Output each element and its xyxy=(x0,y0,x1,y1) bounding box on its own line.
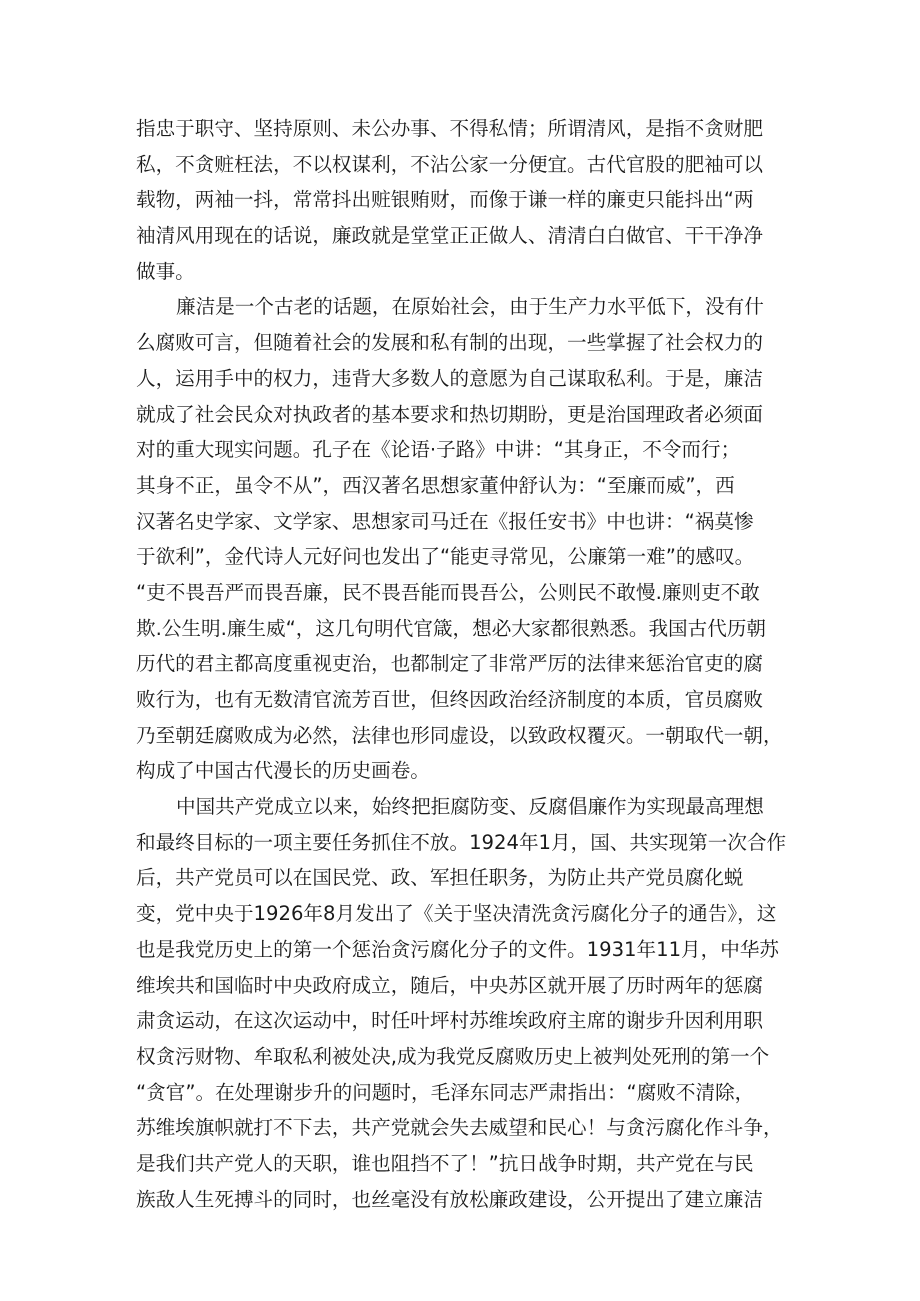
text-line: 于欲利”，金代诗人元好问也发出了“能吏寻常见，公廉第一难”的感叹。 xyxy=(136,545,755,569)
text-line: 是我们共产党人的天职，谁也阻挡不了！”抗日战争时期，共产党在与民 xyxy=(136,1151,754,1175)
text-line: 权贪污财物、牟取私利被处决,成为我党反腐败历史上被判处死刑的第一个 xyxy=(136,1044,770,1068)
text-line: 构成了中国古代漫长的历史画卷。 xyxy=(136,759,430,783)
text-line: 指忠于职守、坚持原则、未公办事、不得私情；所谓清风，是指不贪财肥 xyxy=(136,117,763,140)
text-line: 对的重大现实问题。孔子在《论语·子路》中讲：“其身正，不令而行； xyxy=(136,438,741,462)
text-line: “吏不畏吾严而畏吾廉，民不畏吾能而畏吾公，公则民不敢慢.廉则吏不敢 xyxy=(136,580,760,604)
text-line: 人，运用手中的权力，违背大多数人的意愿为自己谋取私利。于是，廉洁 xyxy=(136,366,763,390)
text-line: “贪官”。在处理谢步升的问题时，毛泽东同志严肃指出：“腐败不清除， xyxy=(136,1080,755,1104)
text-line: 后，共产党员可以在国民党、政、军担任职务，为防止共产党员腐化蜕 xyxy=(136,866,744,890)
text-line: 苏维埃旗帜就打不下去，共产党就会失去威望和民心！与贪污腐化作斗争， xyxy=(136,1116,783,1140)
paragraph-1 xyxy=(136,111,796,289)
text-line: 维埃共和国临时中央政府成立，随后，中央苏区就开展了历时两年的惩腐 xyxy=(136,973,763,997)
text-line: 历代的君主都高度重视吏治，也都制定了非常严厉的法律来惩治官吏的腐 xyxy=(136,652,763,676)
text-line: 败行为，也有无数清官流芳百世，但终因政治经济制度的本质，官员腐败 xyxy=(136,688,763,711)
paragraph-2 xyxy=(136,289,796,789)
document-page xyxy=(136,111,796,1217)
text-line: 乃至朝廷腐败成为必然，法律也形同虚设，以致政权覆灭。一朝取代一朝， xyxy=(136,723,783,747)
text-line: 欺.公生明.廉生威“，这几句明代官箴，想必大家都很熟悉。我国古代历朝 xyxy=(136,616,767,640)
text-line: 也是我党历史上的第一个惩治贪污腐化分子的文件。1931年11月，中华苏 xyxy=(136,937,780,961)
text-line: 其身不正，虽令不从”，西汉著名思想家董仲舒认为：“至廉而威”，西 xyxy=(136,473,735,497)
text-line: 变，党中央于1926年8月发出了《关于坚决清洗贪污腐化分子的通告》，这 xyxy=(136,902,777,926)
text-line: 做事。 xyxy=(136,259,195,283)
text-line: 肃贪运动，在这次运动中，时任叶坪村苏维埃政府主席的谢步升因利用职 xyxy=(136,1009,763,1033)
text-line: 么腐败可言，但随着社会的发展和私有制的出现，一些掌握了社会权力的 xyxy=(136,331,763,355)
text-line: 廉洁是一个古老的话题，在原始社会，由于生产力水平低下，没有什 xyxy=(176,295,764,319)
text-line: 汉著名史学家、文学家、思想家司马迁在《报任安书》中也讲：“祸莫惨 xyxy=(136,509,754,533)
text-line: 和最终目标的一项主要任务抓住不放。1924年1月，国、共实现第一次合作 xyxy=(136,830,787,854)
paragraph-3 xyxy=(136,789,796,1217)
text-line: 族敌人生死搏斗的同时，也丝毫没有放松廉政建设，公开提出了建立廉洁 xyxy=(136,1187,763,1211)
text-line: 袖清风用现在的话说，廉政就是堂堂正正做人、清清白白做官、干干净净 xyxy=(136,224,763,248)
text-line: 载物，两袖一抖，常常抖出赃银贿财，而像于谦一样的廉吏只能抖出“两 xyxy=(136,188,754,212)
text-line: 就成了社会民众对执政者的基本要求和热切期盼，更是治国理政者必须面 xyxy=(136,402,763,426)
text-line: 私，不贪赃枉法，不以权谋利，不沾公家一分便宜。古代官股的肥袖可以 xyxy=(136,152,763,176)
text-line: 中国共产党成立以来，始终把拒腐防变、反腐倡廉作为实现最高理想 xyxy=(176,795,764,819)
